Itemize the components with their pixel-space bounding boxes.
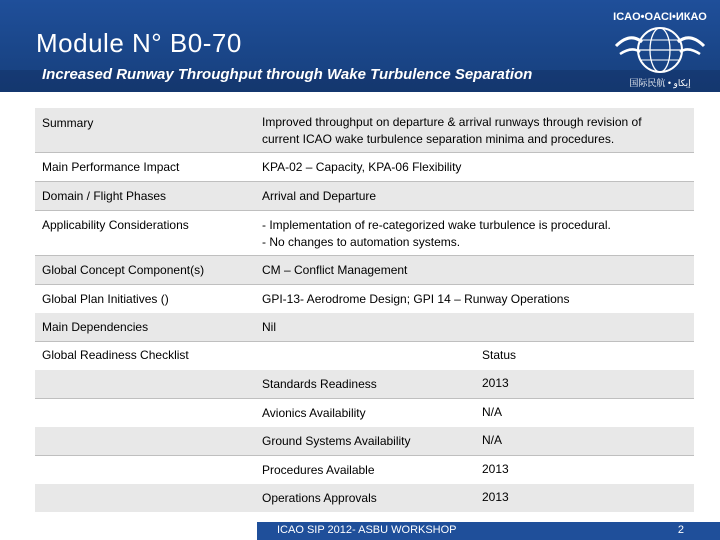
row-value-line: Arrival and Departure [262, 189, 377, 203]
checklist-item: Operations Approvals [262, 491, 377, 505]
row-value-line: KPA-02 – Capacity, KPA-06 Flexibility [262, 160, 462, 174]
table-row [35, 256, 694, 285]
row-value-line: current ICAO wake turbulence separation minima and procedures. [262, 132, 615, 146]
row-label: Global Plan Initiatives () [42, 292, 169, 306]
icao-logo-icon [610, 2, 710, 92]
checklist-status: 2013 [482, 376, 509, 390]
slide-footer [257, 522, 720, 540]
checklist-row [35, 456, 694, 485]
table-row [35, 153, 694, 182]
checklist-row [35, 427, 694, 456]
checklist-status: 2013 [482, 490, 509, 504]
checklist-row [35, 484, 694, 512]
table-row [35, 313, 694, 342]
checklist-row [35, 399, 694, 428]
svg-text:ICAO•OACI•ИКАО: ICAO•OACI•ИКАО [613, 11, 707, 23]
row-value-line: - Implementation of re-categorized wake turbulence is procedural. [262, 218, 611, 232]
slide-title: Module N° B0-70 [36, 28, 242, 58]
row-value-line: Nil [262, 320, 276, 334]
table-row [35, 211, 694, 256]
checklist-row [35, 370, 694, 399]
row-label: Main Dependencies [42, 320, 149, 334]
checklist-item: Ground Systems Availability [262, 434, 411, 448]
checklist-label: Global Readiness Checklist [42, 348, 189, 362]
checklist-status: N/A [482, 433, 503, 447]
row-value-line: GPI-13- Aerodrome Design; GPI 14 – Runway Operations [262, 292, 570, 306]
row-value-line: CM – Conflict Management [262, 263, 408, 277]
checklist-item: Procedures Available [262, 463, 375, 477]
row-value-line: Improved throughput on departure & arrival runways through revision of [262, 115, 642, 129]
table-row [35, 285, 694, 314]
table-row [35, 342, 694, 370]
slide-header [0, 0, 720, 92]
status-header: Status [482, 348, 517, 362]
row-label: Applicability Considerations [42, 218, 189, 232]
checklist-status: 2013 [482, 462, 509, 476]
checklist-item: Standards Readiness [262, 377, 377, 391]
table-row [35, 182, 694, 211]
footer-text: ICAO SIP 2012- ASBU WORKSHOP [277, 524, 457, 536]
row-label: Domain / Flight Phases [42, 189, 167, 203]
row-label: Summary [42, 116, 94, 130]
row-label: Global Concept Component(s) [42, 263, 205, 277]
table-row [35, 108, 694, 153]
checklist-status: N/A [482, 405, 503, 419]
svg-text:国际民航 • إيكاو: 国际民航 • إيكاو [629, 78, 691, 88]
page-number: 2 [677, 524, 684, 536]
slide-subtitle: Increased Runway Throughput through Wake Turbulence Separation [42, 66, 533, 83]
checklist-item: Avionics Availability [262, 406, 366, 420]
row-value-line: - No changes to automation systems. [262, 235, 461, 249]
row-label: Main Performance Impact [42, 160, 180, 174]
